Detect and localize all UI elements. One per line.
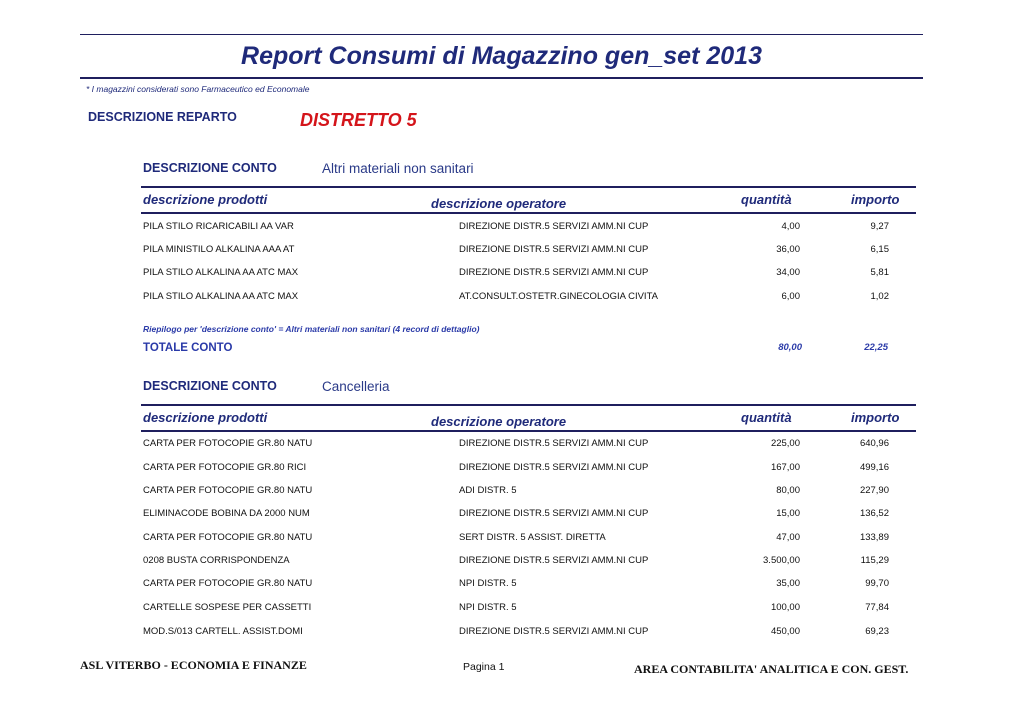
- row-quantita: 15,00: [776, 508, 800, 519]
- col-header-importo-2: importo: [851, 410, 900, 425]
- row-importo: 640,96: [859, 438, 889, 449]
- table-row: [143, 438, 903, 452]
- row-operatore: DIREZIONE DISTR.5 SERVIZI AMM.NI CUP: [459, 508, 649, 519]
- row-prodotto: CARTA PER FOTOCOPIE GR.80 RICI: [143, 462, 307, 473]
- table-row: [143, 508, 903, 522]
- row-operatore: DIREZIONE DISTR.5 SERVIZI AMM.NI CUP: [459, 221, 649, 232]
- row-quantita: 34,00: [776, 267, 800, 278]
- row-operatore: NPI DISTR. 5: [459, 578, 517, 589]
- row-prodotto: CARTA PER FOTOCOPIE GR.80 NATU: [143, 532, 313, 543]
- row-prodotto: PILA STILO RICARICABILI AA VAR: [143, 221, 294, 232]
- footer-page-number: Pagina 1: [463, 661, 505, 673]
- top-rule: [80, 34, 923, 35]
- table-row: [143, 602, 903, 616]
- row-prodotto: 0208 BUSTA CORRISPONDENZA: [143, 555, 290, 566]
- row-importo: 99,70: [865, 578, 889, 589]
- row-quantita: 3.500,00: [763, 555, 800, 566]
- row-prodotto: CARTA PER FOTOCOPIE GR.80 NATU: [143, 485, 313, 496]
- header-rule-1: [141, 186, 916, 188]
- col-header-operatore-1: descrizione operatore: [431, 196, 567, 211]
- row-importo: 115,29: [860, 555, 889, 566]
- row-prodotto: PILA MINISTILO ALKALINA AAA AT: [143, 244, 295, 255]
- row-quantita: 167,00: [770, 462, 800, 473]
- col-header-prodotti-1: descrizione prodotti: [143, 192, 268, 207]
- row-importo: 499,16: [859, 462, 889, 473]
- row-quantita: 47,00: [776, 532, 800, 543]
- table-row: [143, 555, 903, 569]
- warehouse-note: * I magazzini considerati sono Farmaceutico ed Economale: [86, 84, 310, 94]
- row-importo: 77,84: [865, 602, 889, 613]
- row-operatore: DIREZIONE DISTR.5 SERVIZI AMM.NI CUP: [459, 462, 649, 473]
- totale-importo: 22,25: [864, 342, 888, 353]
- row-prodotto: CARTA PER FOTOCOPIE GR.80 NATU: [143, 578, 313, 589]
- row-quantita: 36,00: [776, 244, 800, 255]
- table-row: [143, 291, 903, 305]
- header-rule-2: [141, 404, 916, 406]
- row-prodotto: CARTELLE SOSPESE PER CASSETTI: [143, 602, 312, 613]
- totale-quantita: 80,00: [778, 342, 802, 353]
- row-importo: 69,23: [865, 626, 889, 637]
- header-rule-2b: [141, 430, 916, 432]
- row-prodotto: PILA STILO ALKALINA AA ATC MAX: [143, 267, 299, 278]
- conto-label-2: DESCRIZIONE CONTO: [143, 379, 277, 393]
- reparto-value: DISTRETTO 5: [300, 110, 417, 130]
- row-importo: 136,52: [859, 508, 889, 519]
- table-row: [143, 578, 903, 592]
- row-importo: 9,27: [870, 221, 889, 232]
- table-row: [143, 532, 903, 546]
- row-importo: 227,90: [859, 485, 889, 496]
- table-row: [143, 267, 903, 281]
- col-header-importo-1: importo: [851, 192, 900, 207]
- row-quantita: 4,00: [781, 221, 800, 232]
- footer-organization: ASL VITERBO - ECONOMIA E FINANZE: [80, 658, 307, 672]
- row-operatore: DIREZIONE DISTR.5 SERVIZI AMM.NI CUP: [459, 244, 649, 255]
- row-operatore: AT.CONSULT.OSTETR.GINECOLOGIA CIVITA: [459, 291, 659, 302]
- table-row: [143, 626, 903, 640]
- riepilogo-1: Riepilogo per 'descrizione conto' = Altri materiali non sanitari (4 record di dettaglio): [143, 324, 480, 334]
- row-quantita: 100,00: [770, 602, 800, 613]
- row-importo: 6,15: [870, 244, 889, 255]
- table-row: [143, 485, 903, 499]
- row-prodotto: ELIMINACODE BOBINA DA 2000 NUM: [143, 508, 310, 519]
- table-row: [143, 462, 903, 476]
- row-prodotto: MOD.S/013 CARTELL. ASSIST.DOMI: [143, 626, 303, 637]
- col-header-quantita-1: quantità: [741, 192, 792, 207]
- row-quantita: 225,00: [770, 438, 800, 449]
- reparto-label: DESCRIZIONE REPARTO: [88, 110, 237, 124]
- report-title: Report Consumi di Magazzino gen_set 2013: [241, 42, 762, 70]
- col-header-quantita-2: quantità: [741, 410, 792, 425]
- row-quantita: 80,00: [776, 485, 800, 496]
- row-operatore: DIREZIONE DISTR.5 SERVIZI AMM.NI CUP: [459, 555, 649, 566]
- row-operatore: SERT DISTR. 5 ASSIST. DIRETTA: [459, 532, 606, 543]
- conto-label-1: DESCRIZIONE CONTO: [143, 161, 277, 175]
- row-importo: 5,81: [870, 267, 889, 278]
- footer-department: AREA CONTABILITA' ANALITICA E CON. GEST.: [634, 662, 909, 676]
- row-quantita: 6,00: [781, 291, 800, 302]
- row-operatore: DIREZIONE DISTR.5 SERVIZI AMM.NI CUP: [459, 626, 649, 637]
- row-operatore: DIREZIONE DISTR.5 SERVIZI AMM.NI CUP: [459, 267, 649, 278]
- row-operatore: DIREZIONE DISTR.5 SERVIZI AMM.NI CUP: [459, 438, 649, 449]
- row-importo: 133,89: [859, 532, 889, 543]
- table-row: [143, 221, 903, 235]
- title-rule: [80, 77, 923, 79]
- row-prodotto: PILA STILO ALKALINA AA ATC MAX: [143, 291, 299, 302]
- row-operatore: ADI DISTR. 5: [459, 485, 517, 496]
- row-prodotto: CARTA PER FOTOCOPIE GR.80 NATU: [143, 438, 313, 449]
- conto-value-2: Cancelleria: [322, 379, 390, 394]
- row-operatore: NPI DISTR. 5: [459, 602, 517, 613]
- col-header-prodotti-2: descrizione prodotti: [143, 410, 268, 425]
- row-quantita: 35,00: [776, 578, 800, 589]
- totale-conto-label: TOTALE CONTO: [143, 342, 233, 354]
- table-row: [143, 244, 903, 258]
- row-importo: 1,02: [870, 291, 889, 302]
- header-rule-1b: [141, 212, 916, 214]
- row-quantita: 450,00: [770, 626, 800, 637]
- col-header-operatore-2: descrizione operatore: [431, 414, 567, 429]
- conto-value-1: Altri materiali non sanitari: [322, 161, 474, 176]
